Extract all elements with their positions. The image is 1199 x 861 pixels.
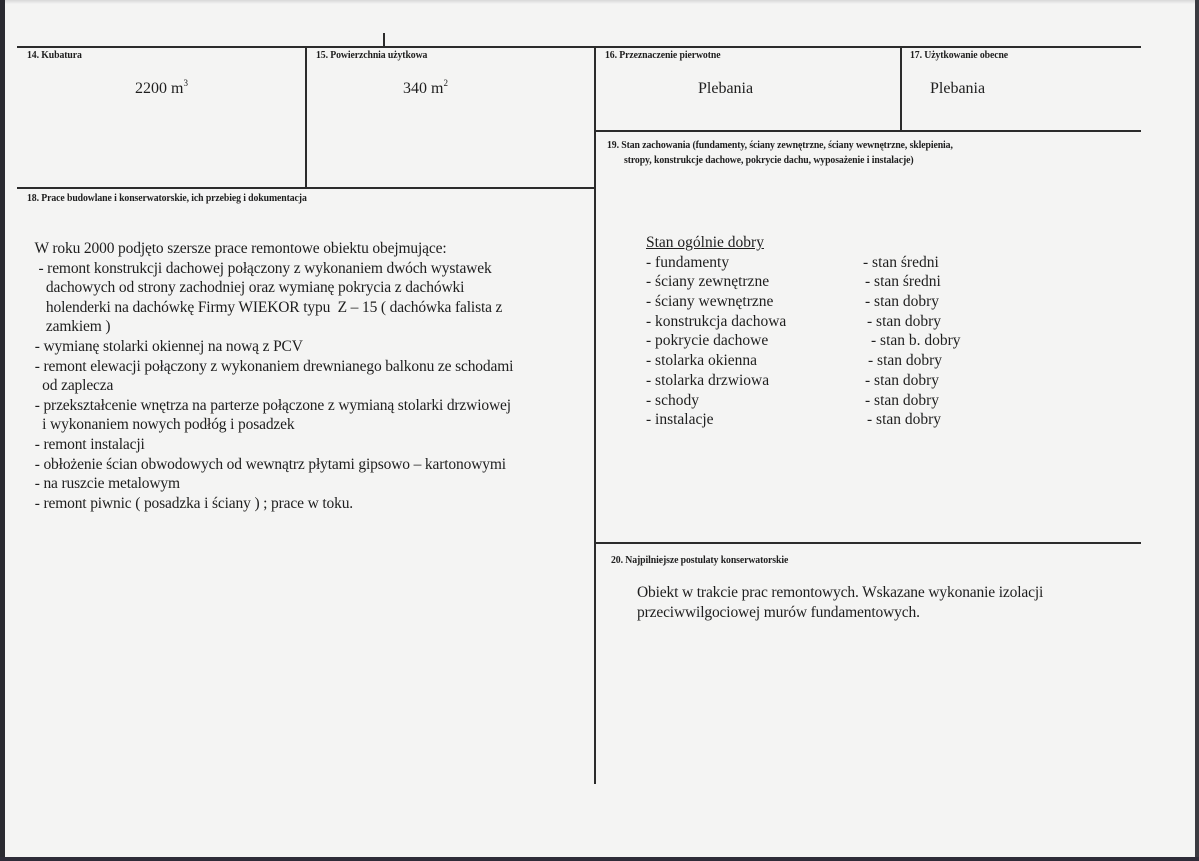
condition-row xyxy=(646,351,986,371)
scan-left-edge xyxy=(0,0,5,861)
top-rule xyxy=(17,46,1141,48)
rule-above-19 xyxy=(595,130,1141,132)
condition-element: - ściany zewnętrzne xyxy=(646,273,770,291)
prace-line: - remont instalacji xyxy=(31,435,145,453)
condition-summary xyxy=(646,233,986,253)
condition-element: - stolarka okienna xyxy=(646,352,758,370)
condition-row xyxy=(646,253,986,273)
condition-row xyxy=(646,331,986,351)
prace-line: - remont piwnic ( posadzka i ściany ) ; prace w toku. xyxy=(31,494,354,512)
divider-16-17 xyxy=(900,47,902,130)
section-16-label: 16. Przeznaczenie pierwotne xyxy=(605,50,721,61)
postulaty-line: przeciwwilgociowej murów fundamentowych. xyxy=(637,604,920,621)
postulaty-text xyxy=(637,583,1043,623)
condition-state: - stan dobry xyxy=(865,391,940,409)
condition-row xyxy=(646,292,986,312)
condition-state: - stan dobry xyxy=(867,312,942,330)
prace-line: - remont konstrukcji dachowej połączony z wykonaniem dwóch wystawek xyxy=(31,259,492,277)
divider-center xyxy=(594,47,596,784)
condition-element: - instalacje xyxy=(646,411,714,429)
condition-list xyxy=(646,233,986,430)
condition-element: - pokrycie dachowe xyxy=(646,332,769,350)
condition-element: - konstrukcja dachowa xyxy=(646,312,787,330)
condition-state: - stan średni xyxy=(863,253,939,271)
condition-row xyxy=(646,410,986,430)
condition-row xyxy=(646,312,986,332)
rule-above-18 xyxy=(17,187,595,189)
przeznaczenie-value: Plebania xyxy=(698,80,754,97)
condition-state: - stan dobry xyxy=(865,371,940,389)
prace-line: W roku 2000 podjęto szersze prace remontowe obiektu obejmujące: xyxy=(31,240,447,257)
section-14-label: 14. Kubatura xyxy=(27,50,82,61)
prace-line: zamkiem ) xyxy=(31,318,111,336)
scan-bottom-edge xyxy=(0,857,1199,861)
top-tick-mark xyxy=(383,33,385,47)
powierzchnia-number: 340 m xyxy=(403,80,444,97)
prace-line: - obłożenie ścian obwodowych od wewnątrz płytami gipsowo – kartonowymi xyxy=(31,455,506,473)
prace-line: i wykonaniem nowych podłóg i posadzek xyxy=(31,416,295,434)
powierzchnia-value xyxy=(403,80,448,98)
prace-line: - wymianę stolarki okiennej na nową z PCV xyxy=(31,337,303,355)
section-17-label: 17. Użytkowanie obecne xyxy=(910,50,1009,61)
section-19-label-line2: stropy, konstrukcje dachowe, pokrycie dachu, wyposażenie i instalacje) xyxy=(624,155,914,166)
condition-state: - stan średni xyxy=(865,273,941,291)
prace-line: dachowych od strony zachodniej oraz wymianę pokrycia z dachówki xyxy=(31,279,465,297)
condition-element: - fundamenty xyxy=(646,253,730,271)
divider-14-15 xyxy=(305,47,307,188)
prace-line: od zaplecza xyxy=(31,377,114,395)
powierzchnia-unit-exponent: 2 xyxy=(443,78,448,88)
section-18-label: 18. Prace budowlane i konserwatorskie, ich przebieg i dokumentacja xyxy=(27,193,307,204)
condition-row xyxy=(646,272,986,292)
scan-right-edge xyxy=(1195,0,1199,861)
condition-row xyxy=(646,371,986,391)
prace-line: holenderki na dachówkę Firmy WIEKOR typu Z – 15 ( dachówka falista z xyxy=(31,298,503,316)
condition-state: - stan dobry xyxy=(867,411,942,429)
kubatura-number: 2200 m xyxy=(135,80,184,97)
scan-top-edge xyxy=(0,0,1199,4)
rule-above-20 xyxy=(595,542,1141,544)
section-15-label: 15. Powierzchnia użytkowa xyxy=(316,50,428,61)
uzytkowanie-value: Plebania xyxy=(930,80,986,97)
kubatura-value xyxy=(135,80,188,98)
prace-line: - na ruszcie metalowym xyxy=(31,475,180,493)
condition-element: - stolarka drzwiowa xyxy=(646,371,770,389)
prace-line: - remont elewacji połączony z wykonaniem drewnianego balkonu ze schodami xyxy=(31,357,514,375)
condition-state: - stan dobry xyxy=(865,293,940,311)
kubatura-unit-exponent: 3 xyxy=(183,78,188,88)
condition-state: - stan b. dobry xyxy=(871,332,961,350)
postulaty-line: Obiekt w trakcie prac remontowych. Wskazane wykonanie izolacji xyxy=(637,584,1044,601)
prace-description xyxy=(31,239,513,513)
condition-summary-text: Stan ogólnie dobry xyxy=(646,234,764,251)
condition-element: - schody xyxy=(646,391,699,409)
section-20-label: 20. Najpilniejsze postulaty konserwatorskie xyxy=(611,555,789,566)
condition-row xyxy=(646,391,986,411)
prace-line: - przekształcenie wnętrza na parterze połączone z wymianą stolarki drzwiowej xyxy=(31,396,511,414)
condition-element: - ściany wewnętrzne xyxy=(646,293,774,311)
condition-state: - stan dobry xyxy=(868,352,943,370)
section-19-label-line1: 19. Stan zachowania (fundamenty, ściany zewnętrzne, ściany wewnętrzne, sklepienia, xyxy=(607,140,953,151)
